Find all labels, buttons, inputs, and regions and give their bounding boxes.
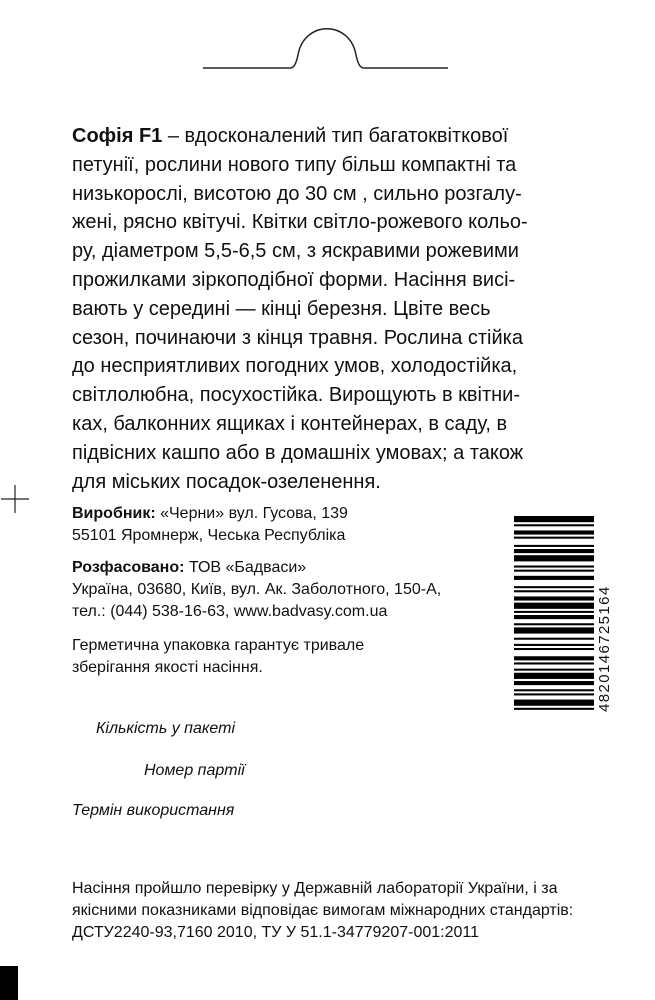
barcode-bar xyxy=(514,627,594,633)
hang-hole-cutline xyxy=(0,0,655,90)
barcode-bar xyxy=(514,549,594,553)
barcode-bar xyxy=(514,648,594,650)
barcode-bar xyxy=(514,570,594,572)
description-line: для міських посадок-озеленення. xyxy=(72,470,381,493)
barcode-bar xyxy=(514,524,594,526)
barcode-bar xyxy=(514,673,594,679)
description-line: жені, рясно квітучі. Квітки світло-рожевого кольо- xyxy=(72,211,528,234)
barcode-bar xyxy=(514,566,594,568)
barcode-bar xyxy=(514,638,594,640)
description-line: світлолюбна, посухостійка. Вирощують в квітни- xyxy=(72,384,520,407)
barcode-bar xyxy=(514,516,594,522)
description-line: прожилками зіркоподібної форми. Насіння висі- xyxy=(72,268,516,291)
description-line: петунії, рослини нового типу більш компактні та xyxy=(72,153,517,176)
description-line: ках, балконних ящиках і контейнерах, в саду, в xyxy=(72,412,508,435)
crop-mark-icon xyxy=(0,484,30,514)
product-description xyxy=(72,122,592,496)
barcode-bar xyxy=(514,681,594,685)
barcode-bar xyxy=(514,644,594,646)
barcode-bar xyxy=(514,693,594,695)
barcode-bar xyxy=(514,700,594,706)
packer-label: Розфасовано: xyxy=(72,559,185,576)
barcode-bar xyxy=(514,689,594,691)
barcode-bar xyxy=(514,537,594,539)
barcode-bar xyxy=(514,662,594,664)
manufacturer-address: 55101 Яромнерж, Чеська Республіка xyxy=(72,527,346,544)
manufacturer-name: «Черни» вул. Гусова, 139 xyxy=(155,505,348,522)
barcode-bar xyxy=(514,603,594,609)
batch-number-label: Номер партії xyxy=(144,762,245,779)
description-line: низькорослі, висотою до 30 см , сильно розгалу- xyxy=(72,182,522,205)
barcode-bar xyxy=(514,586,594,588)
barcode-bar xyxy=(514,708,594,710)
expiry-label: Термін використання xyxy=(72,802,235,819)
barcode-bar xyxy=(514,555,594,561)
packaging-note: Герметична упаковка гарантує тривале зберігання якості насіння. xyxy=(72,637,365,676)
manufacturer-label: Виробник: xyxy=(72,505,156,522)
barcode-bar xyxy=(514,596,594,600)
packer-block xyxy=(72,557,441,623)
barcode-bar xyxy=(514,576,594,580)
barcode-bar xyxy=(514,545,594,547)
description-line: підвісних кашпо або в домашніх умовах; а також xyxy=(72,441,524,464)
barcode-bar xyxy=(514,611,594,613)
description-line: вають у середині — кінці березня. Цвіте весь xyxy=(72,297,491,320)
packer-address: Україна, 03680, Київ, вул. Ак. Заболотного, 150-А, xyxy=(72,581,442,598)
barcode-number: 4820146725164 xyxy=(596,585,613,712)
packer-name: ТОВ «Бадваси» xyxy=(184,559,307,576)
description-line: ру, діаметром 5,5-6,5 см, з яскравими рожевими xyxy=(72,240,519,263)
description-line: до несприятливих погодних умов, холодостійка, xyxy=(72,355,518,378)
description-line-1: Софія F1 – вдосконалений тип багатоквіткової xyxy=(72,125,509,147)
barcode-bar xyxy=(514,530,594,534)
barcode-bar xyxy=(514,656,594,660)
certification-note: Насіння пройшло перевірку у Державній лабораторії України, і за якісними показниками відповідає вимогам міжнародних стандартів: ДСТУ2240-93,7160 2010, ТУ У 51.1-34779207-001:2011 xyxy=(72,880,574,941)
quantity-label: Кількість у пакеті xyxy=(96,720,236,737)
description-line: сезон, починаючи з кінця травня. Рослина стійка xyxy=(72,326,523,349)
barcode-bar xyxy=(514,623,594,625)
barcode-bar xyxy=(514,669,594,671)
manufacturer-block xyxy=(72,503,348,547)
product-name: Софія F1 xyxy=(72,125,163,147)
barcode-bar xyxy=(514,615,594,619)
barcode-bar xyxy=(514,590,594,592)
barcode xyxy=(514,516,594,714)
packer-contacts: тел.: (044) 538-16-63, www.badvasy.com.ua xyxy=(72,603,388,620)
corner-black-mark xyxy=(0,966,18,1000)
